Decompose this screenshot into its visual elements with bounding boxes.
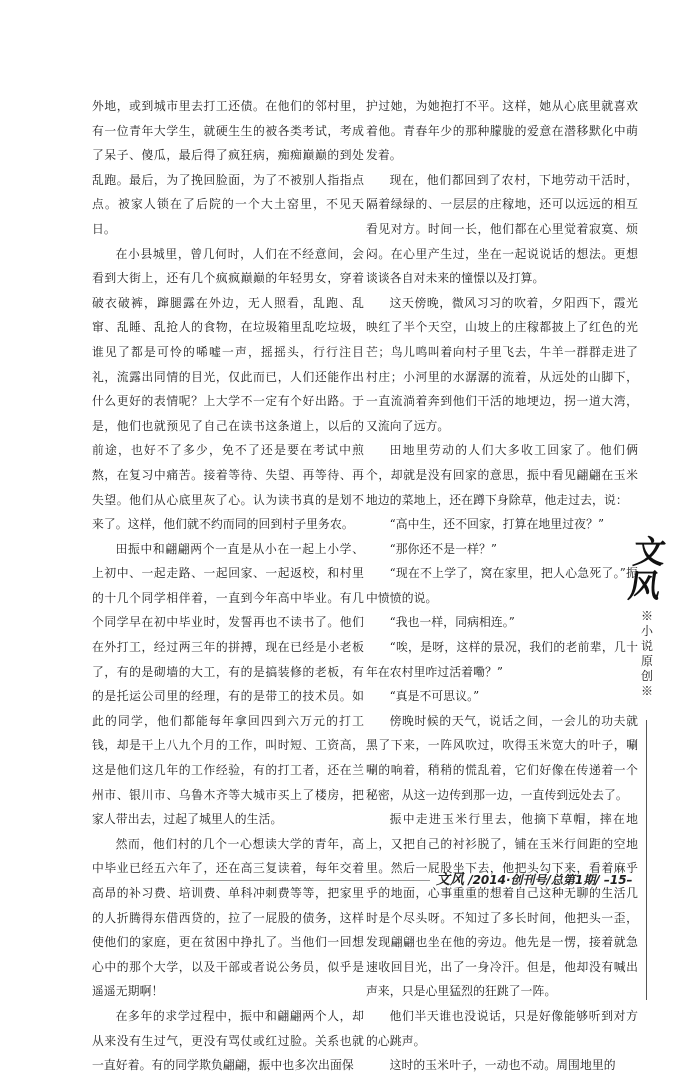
paragraph: “真是不可思议。” xyxy=(389,689,480,704)
footer-brand: 文风 xyxy=(436,872,464,888)
paragraph: 田地里劳动的人们大多收工回家了。他们俩个，却就是没有回家的意思，振中看见翩翩在玉米地边的菜地上，还在蹲下身除草，他走过去，说： xyxy=(366,443,638,507)
paragraph: 然而，他们村的几个一心想读大学的青年，高中毕业已经五六年了，还在高三复读着，每年交着高昂的补习费、培训费、单科冲刺费等等，把家里的人折腾得东借西贷的，拉了一屁股的债务，这样使他们的家庭，更在贫困中挣扎了。当他们一回想心中的那个大学，以及干部或者说公务员，似乎是遥遥无期啊！ xyxy=(92,836,364,999)
paragraph: 这时的玉米叶子，一动也不动。周围地里的 xyxy=(389,1058,616,1073)
magazine-logo: 文风 xyxy=(625,533,669,605)
page-number: –15– xyxy=(603,873,633,887)
page-footer xyxy=(436,869,633,889)
paragraph: 现在，他们都回到了农村，下地劳动干活时，隔着绿绿的、一层层的庄稼地，还可以远远的相互看见对方。时间一长，他们都在心里觉着寂寞、烦闷。在心里产生过，坐在一起说说话的想法。更想谈谈各自对未来的憧憬以及打算。 xyxy=(366,172,638,286)
paragraph: 外地，或到城市里去打工还债。在他们的邻村里，有一位青年大学生，就硬生生的被各类考试，考成了呆子、傻瓜，最后得了疯狂病，痴痴巅巅的到处乱跑。最后，为了挽回脸面，为了不被别人指指点点。被家人锁在了后院的一个大土窑里，不见天日。 xyxy=(92,99,364,236)
paragraph: 田振中和翩翩两个一直是从小在一起上小学、上初中、一起走路、一起回家、一起返校，和村里的十几个同学相伴着，一直到今年高中毕业。有几个同学早在初中毕业时，发誓再也不读书了。他们在外打工，经过两三年的拼搏，现在已经是小老板了，有的是砌墙的大工，有的是搞装修的老板，有的是托运公司里的经理，有的是带工的技术员。如此的同学，他们都能每年拿回四到六万元的打工钱，却是干上八九个月的工作，叫时短、工资高，这是他们这几年的工作经验，有的打工者，还在兰州市、银川市、乌鲁木齐等大城市买上了楼房，把家人带出去，过起了城里人的生活。 xyxy=(92,541,364,827)
left-column xyxy=(92,94,364,1078)
paragraph: 他们半天谁也没说话，只是好像能够听到对方的心跳声。 xyxy=(366,1008,638,1048)
footer-rule xyxy=(190,880,430,881)
section-label: ※小说原创※ xyxy=(640,609,653,698)
footer-issue-info: /2014·创刊号/总第1期/ xyxy=(468,873,600,887)
paragraph: 傍晚时候的天气，说话之间，一会儿的功夫就黑了下来，一阵风吹过，吹得玉米宽大的叶子，唰唰的响着，稍稍的慌乱着，它们好像在传递着一个秘密，从这一边传到那一边，一直传到远处去了。 xyxy=(366,713,638,802)
section-sidebar xyxy=(616,535,678,699)
sidebar-divider xyxy=(646,720,647,1000)
right-column xyxy=(366,94,638,1078)
paragraph: 在多年的求学过程中，振中和翩翩两个人，却从来没有生过气，更没有骂仗或红过脸。关系也就一直好着。有的同学欺负翩翩，振中也多次出面保 xyxy=(92,1008,364,1073)
paragraph: 振中走进玉米行里去，他摘下草帽，摔在地上，又把自己的衬衫脱了，铺在玉米行间距的空地里。然后一屁股坐下去，他把头勾下来，看着麻乎乎的地面，心事重重的想着自己这种无聊的生活几时是个尽头呀。不知过了多长时间，他把头一歪，发现翩翩也坐在他的旁边。他先是一愣，接着就急速收回目光，出了一身冷汗。但是，他却没有喊出声来，只是心里猛烈的狂跳了一阵。 xyxy=(366,812,638,999)
paragraph: 在小县城里，曾几何时，人们在不经意间，会看到大街上，还有几个疯疯巅巅的年轻男女，穿着破衣破裤，蹿腿露在外边，无人照看，乱跑、乱窜、乱睡、乱抢人的食物，在垃圾箱里乱吃垃圾，谁见了都是可怜的唏嘘一声，摇摇头，行行注目礼，流露出同情的目光，仅此而已，人们还能作出什么更好的表情呢？上大学不一定有个好出路。于是，他们也就预见了自己在读书这条道上，以后的前途，也好不了多少，免不了还是要在考试中煎熬，在复习中痛苦。接着等待、失望、再等待、再失望。他们从心底里灰了心。认为读书真的是划不来了。这样，他们就不约而同的回到村子里务农。 xyxy=(92,246,364,532)
paragraph: “高中生，还不回家，打算在地里过夜？” xyxy=(389,517,605,532)
paragraph: 这天傍晚，微风习习的吹着，夕阳西下，霞光映红了半个天空，山坡上的庄稼都披上了红色的光芒；鸟儿鸣叫着向村子里飞去，牛羊一群群走进了村庄；小河里的水潺潺的流着，从远处的山脚下，一直流淌着奔到他们干活的地埂边，拐一道大湾，又流向了远方。 xyxy=(366,295,638,433)
paragraph: “我也一样，同病相连。” xyxy=(389,615,515,630)
paragraph: “那你还不是一样？” xyxy=(389,541,498,556)
paragraph: 护过她，为她抱打不平。这样，她从心底里就喜欢着他。青春年少的那种朦胧的爱意在潜移默化中萌发着。 xyxy=(366,99,638,163)
paragraph: “唉，是呀，这样的景况，我们的老前辈，几十年在农村里咋过活着嘞？” xyxy=(366,640,638,679)
paragraph: “现在不上学了，窝在家里，把人心急死了。”振中愤愤的说。 xyxy=(366,566,638,605)
